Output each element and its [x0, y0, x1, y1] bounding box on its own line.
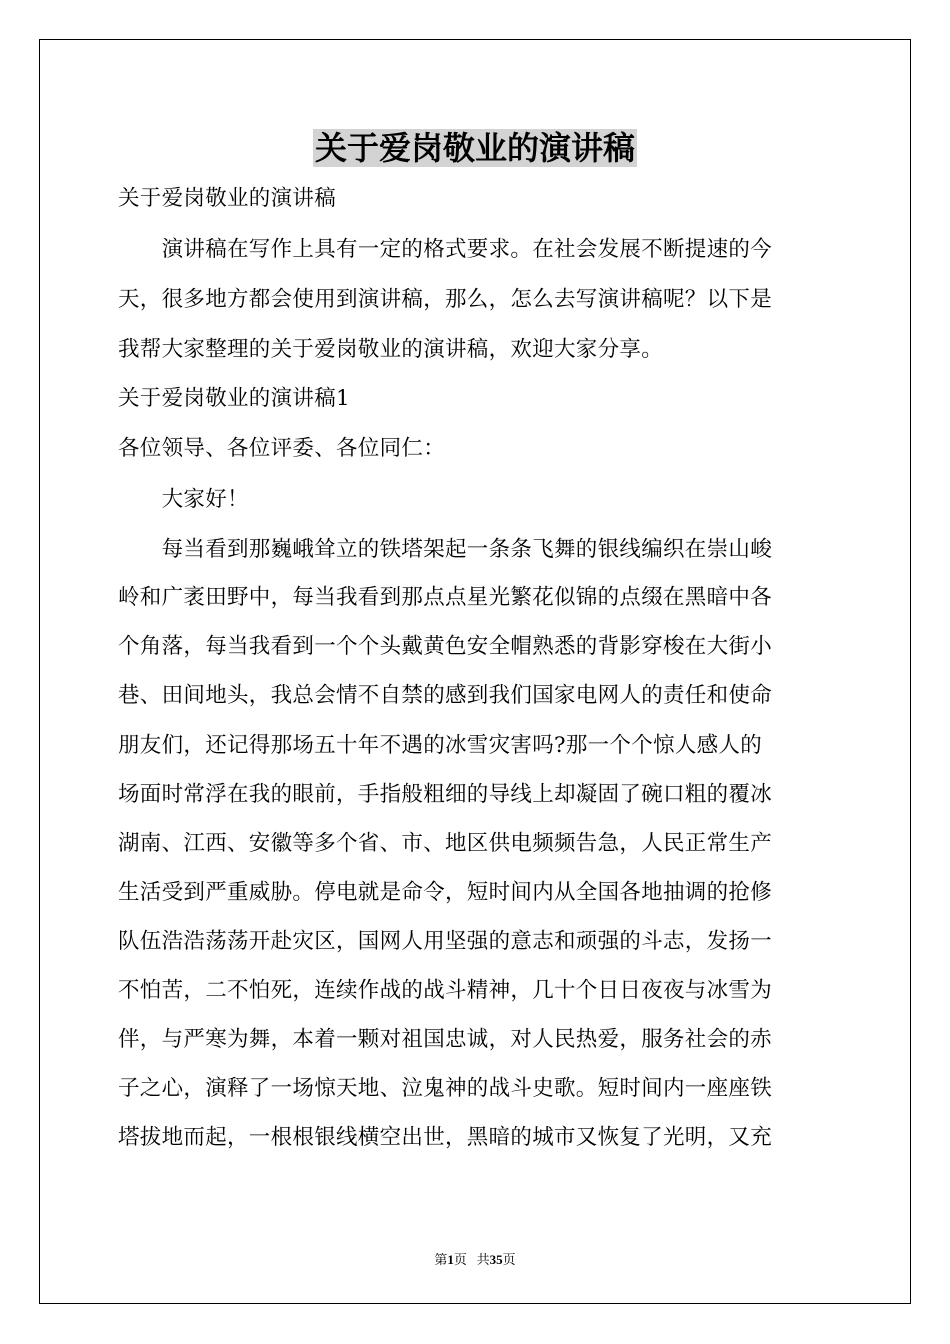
- body-line: 关于爱岗敬业的演讲稿: [118, 186, 337, 211]
- body-line: 我帮大家整理的关于爱岗敬业的演讲稿，欢迎大家分享。: [118, 337, 664, 362]
- body-line: 湖南、江西、安徽等多个省、市、地区供电频频告急，人民正常生产: [118, 831, 773, 856]
- body-line: 伴，与严寒为舞，本着一颗对祖国忠诚，对人民热爱，服务社会的赤: [118, 1027, 773, 1052]
- body-line: 演讲稿在写作上具有一定的格式要求。在社会发展不断提速的今: [118, 237, 773, 262]
- page-footer: [0, 1249, 950, 1268]
- body-line: 岭和广袤田野中，每当我看到那点点星光繁花似锦的点缀在黑暗中各: [118, 585, 773, 610]
- body-line: 每当看到那巍峨耸立的铁塔架起一条条飞舞的银线编织在崇山峻: [118, 537, 773, 562]
- document-title-text: 关于爱岗敬业的演讲稿: [314, 129, 635, 167]
- page-number: 1: [447, 1252, 454, 1267]
- body-line: 子之心，演释了一场惊天地、泣鬼神的战斗史歌。短时间内一座座铁: [118, 1076, 773, 1101]
- page-border: [39, 39, 911, 1304]
- document-title: [0, 126, 950, 170]
- body-line: 不怕苦，二不怕死，连续作战的战斗精神，几十个日日夜夜与冰雪为: [118, 978, 773, 1003]
- footer-total-suffix: 页: [502, 1252, 516, 1267]
- body-line: 关于爱岗敬业的演讲稿1: [118, 386, 350, 411]
- body-line: 个角落，每当我看到一个个头戴黄色安全帽熟悉的背影穿梭在大街小: [118, 634, 773, 659]
- body-line: 天，很多地方都会使用到演讲稿，那么，怎么去写演讲稿呢？以下是: [118, 287, 773, 312]
- footer-total-prefix: 共: [476, 1252, 490, 1267]
- total-pages: 35: [489, 1252, 503, 1267]
- body-line: 塔拔地而起，一根根银线横空出世，黑暗的城市又恢复了光明，又充: [118, 1125, 773, 1150]
- body-line: 生活受到严重威胁。停电就是命令，短时间内从全国各地抽调的抢修: [118, 880, 773, 905]
- footer-prefix: 第: [434, 1252, 448, 1267]
- body-line: 大家好！: [118, 487, 249, 512]
- body-line: 朋友们，还记得那场五十年不遇的冰雪灾害吗?那一个个惊人感人的: [118, 733, 763, 758]
- footer-page-suffix: 页: [453, 1252, 467, 1267]
- body-line: 队伍浩浩荡荡开赴灾区，国网人用坚强的意志和顽强的斗志，发扬一: [118, 929, 773, 954]
- body-line: 各位领导、各位评委、各位同仁：: [118, 436, 446, 461]
- body-line: 场面时常浮在我的眼前，手指般粗细的导线上却凝固了碗口粗的覆冰: [118, 782, 773, 807]
- body-line: 巷、田间地头，我总会情不自禁的感到我们国家电网人的责任和使命: [118, 683, 773, 708]
